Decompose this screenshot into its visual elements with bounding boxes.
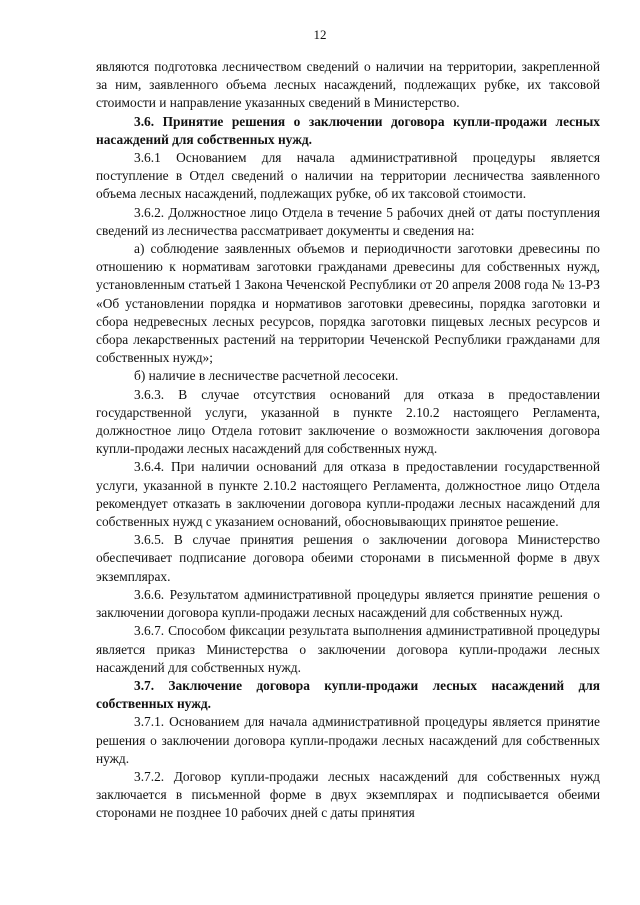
paragraph-continuation: являются подготовка лесничеством сведений о наличии на территории, закрепленной за ним, заявленного объема лесных насаждений, подлежащих рубке, их таксовой стоимости и направление указанных сведений в Министерство. (96, 59, 600, 111)
paragraph-3-6-4: 3.6.4. При наличии оснований для отказа в предоставлении государственной услуги, указанной в пункте 2.10.2 настоящего Регламента, должностное лицо Отдела рекомендует отказать в заключении договора купли-продажи лесных насаждений для собственных нужд с указанием оснований, обосновывающих принятое решение. (96, 459, 600, 530)
paragraph-3-6-2-a: а) соблюдение заявленных объемов и периодичности заготовки древесины по отношению к нормативам заготовки гражданами древесины для собственных нужд, установленным статьей 1 Закона Чеченской Республики от 20 апреля 2008 года № 13-РЗ «Об установлении порядка и нормативов заготовки древесины, порядка заготовки и сбора недревесных лесных ресурсов, порядка заготовки пищевых лесных ресурсов и сбора лекарственных растений на территории Чеченской Республики гражданами для собственных нужд»; (96, 241, 600, 366)
document-body (96, 58, 600, 823)
paragraph-3-7-1: 3.7.1. Основанием для начала административной процедуры является принятие решения о заключении договора купли-продажи лесных насаждений для собственных нужд. (96, 714, 600, 766)
section-heading-3-7: 3.7. Заключение договора купли-продажи лесных насаждений для собственных нужд. (96, 677, 600, 712)
paragraph-3-6-3: 3.6.3. В случае отсутствия оснований для отказа в предоставлении государственной услуги, указанной в пункте 2.10.2 настоящего Регламента, должностное лицо Отдела готовит заключение о возможности заключения договора купли-продажи лесных насаждений для собственных нужд. (96, 386, 600, 457)
paragraph-3-6-2: 3.6.2. Должностное лицо Отдела в течение 5 рабочих дней от даты поступления сведений из лесничества рассматривает документы и сведения на: (96, 204, 600, 238)
paragraph-3-6-5: 3.6.5. В случае принятия решения о заключении договора Министерство обеспечивает подписание договора обеими сторонами в письменной форме в двух экземплярах. (96, 532, 600, 584)
paragraph-3-6-6: 3.6.6. Результатом административной процедуры является принятие решения о заключении договора купли-продажи лесных насаждений для собственных нужд. (96, 586, 600, 621)
paragraph-3-6-7: 3.6.7. Способом фиксации результата выполнения административной процедуры является приказ Министерства о заключении договора купли-продажи лесных насаждений для собственных нужд. (96, 623, 600, 675)
section-heading-3-6: 3.6. Принятие решения о заключении договора купли-продажи лесных насаждений для собственных нужд. (96, 113, 600, 147)
paragraph-3-7-2: 3.7.2. Договор купли-продажи лесных насаждений для собственных нужд заключается в письменной форме в двух экземплярах и подписывается обеими сторонами не позднее 10 рабочих дней с даты принятия (96, 768, 600, 821)
paragraph-3-6-2-b: б) наличие в лесничестве расчетной лесосеки. (134, 368, 399, 384)
paragraph-3-6-1: 3.6.1 Основанием для начала административной процедуры является поступление в Отдел сведений о наличии на территории лесничества заявленного объема лесных насаждений, подлежащих рубке, об их таксовой стоимости. (96, 150, 600, 202)
page-number: 12 (313, 27, 327, 42)
